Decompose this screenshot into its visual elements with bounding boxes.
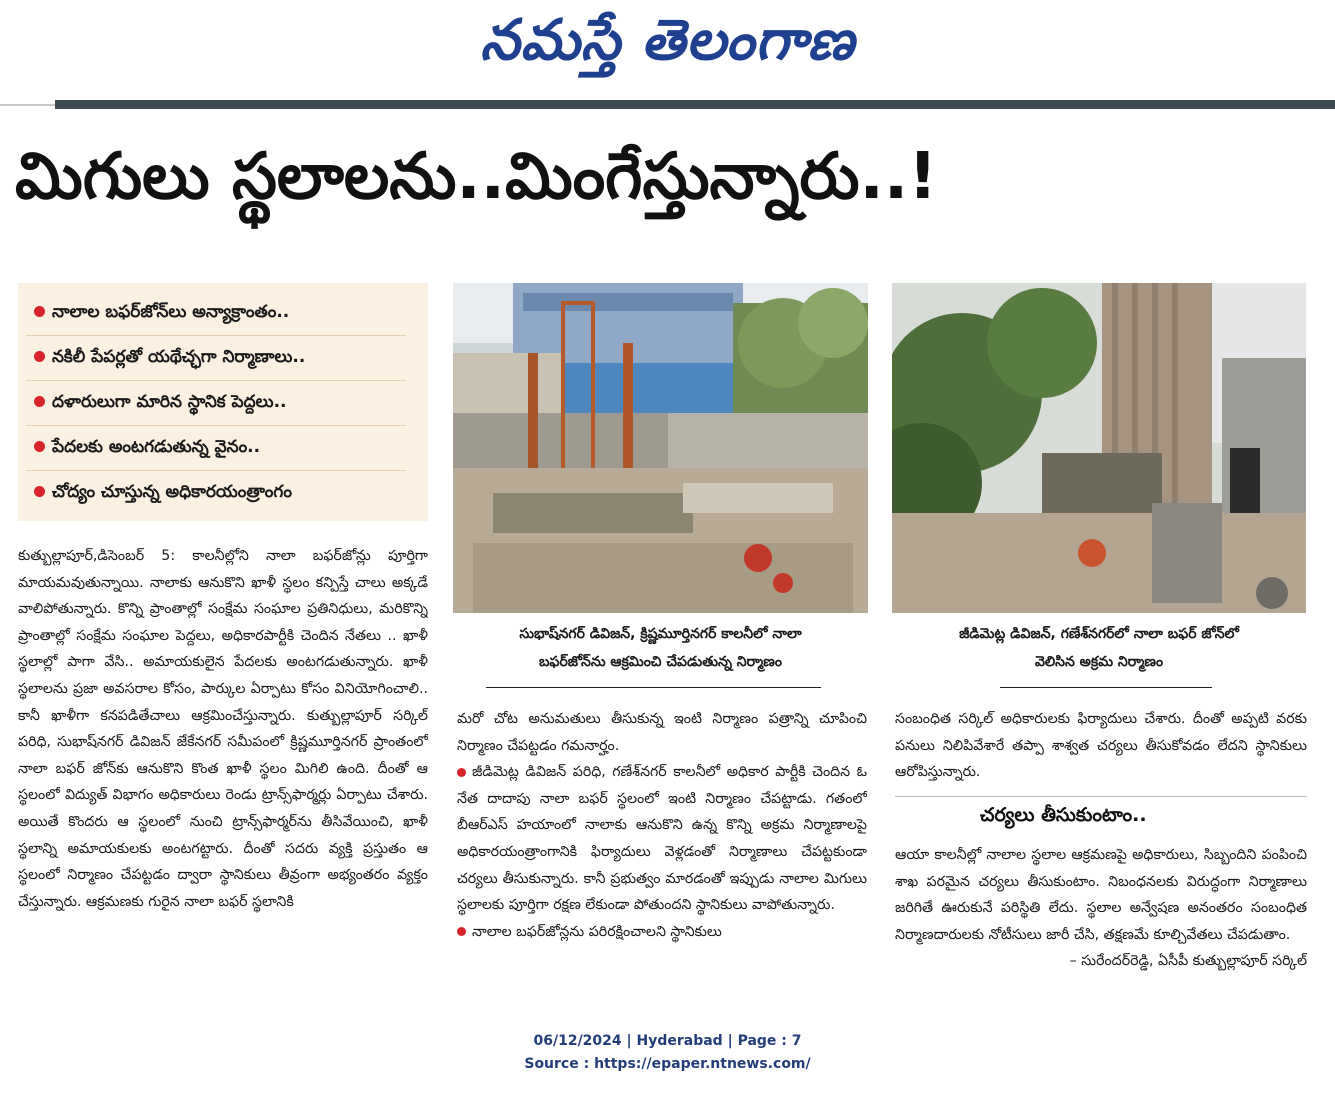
divider [26, 425, 406, 426]
sub-headline: చర్యలు తీసుకుంటాం.. [980, 804, 1147, 826]
construction-photo-left [453, 283, 868, 613]
article-paragraph: మరో చోట అనుమతులు తీసుకున్న ఇంటి నిర్మాణం పత్రాన్ని చూపించి నిర్మాణం చేపట్టడం గమనార్హం. [457, 711, 867, 754]
highlight-text: దళారులుగా మారిన స్థానిక పెద్దలు.. [52, 392, 287, 412]
footer-date-page: 06/12/2024 | Hyderabad | Page : 7 [533, 1033, 802, 1049]
masthead [0, 0, 1335, 100]
divider [895, 796, 1307, 797]
article-paragraph [457, 759, 867, 919]
highlight-text: నాలాల బఫర్‌జోన్‌లు అన్యాక్రాంతం.. [52, 302, 290, 322]
photo-caption-right [892, 620, 1306, 676]
photo-caption-left [453, 620, 868, 676]
article-column-3 [895, 706, 1307, 788]
bullet-icon [34, 396, 45, 407]
newspaper-logo: నమస్తే తెలంగాణ [480, 8, 855, 73]
footer-source: Source : https://epaper.ntnews.com/ [524, 1056, 811, 1072]
bullet-icon [34, 306, 45, 317]
highlight-text: పేదలకు అంటగడుతున్న వైనం.. [52, 437, 261, 457]
article-column-3-quote [895, 842, 1307, 1014]
bullet-icon [34, 486, 45, 497]
bullet-icon [34, 441, 45, 452]
article-paragraph: ఆయా కాలనీల్లో నాలాల స్థలాల ఆక్రమణపై అధికారులు, సిబ్బందిని పంపించి శాఖ పరమైన చర్యలు తీసుకుంటాం. నిబంధనలకు విరుద్ధంగా నిర్మాణాలు జరిగితే ఊరుకునే పరిస్థితి లేదు. స్థలాల అన్వేషణ అనంతరం సంబంధిత నిర్మాణదారులకు నోటీసులు జారీ చేసి, తక్షణమే కూల్చివేతలు చేపడుతాం. [895, 847, 1307, 943]
bullet-icon [457, 768, 466, 777]
highlight-item [26, 428, 270, 466]
paragraph-text: జీడిమెట్ల డివిజన్ పరిధి, గణేశ్‌నగర్ కాలనీలో అధికార పార్టీకి చెందిన ఓ నేత దాదాపు నాలా బఫర్ స్థలంలో ఇంటి నిర్మాణం చేపట్టాడు. గతంలో బీఆర్‌ఎస్ హయాంలో నాలాకు ఆనుకొని ఉన్న కొన్ని అక్రమ నిర్మాణాలపై అధికారయంత్రాంగానికి ఫిర్యాదులు వెళ్లడంతో నిర్మాణాలు చేపట్టకుండా చర్యలు తీసుకున్నారు. కానీ ప్రభుత్వం మారడంతో ఇప్పుడు నాలాల మిగులు స్థలాలకు పూర్తిగా రక్షణ లేకుండా పోతుందని స్థానికులు వాపోతున్నారు. [457, 764, 867, 914]
caption-line: సుభాష్‌నగర్ డివిజన్, క్రిష్ణమూర్తినగర్ కాలనీలో నాలా [519, 626, 802, 642]
masthead-rule-thin [0, 104, 55, 106]
divider [26, 470, 406, 471]
highlight-item [26, 293, 299, 331]
highlight-text: చోద్యం చూస్తున్న అధికారయంత్రాంగం [52, 482, 292, 502]
caption-line: బఫర్‌జోన్‌ను ఆక్రమించి చేపడుతున్న నిర్మాణం [539, 654, 782, 670]
paragraph-text: నాలాల బఫర్‌జోన్లను పరిరక్షించాలని స్థానికులు [472, 923, 722, 940]
caption-line: వెలిసిన అక్రమ నిర్మాణం [1034, 654, 1164, 670]
caption-line: జీడిమెట్ల డివిజన్, గణేశ్‌నగర్‌లో నాలా బఫర్ జోన్‌లో [959, 626, 1239, 642]
divider [26, 380, 406, 381]
article-signature: – సురేందర్‌రెడ్డి, ఏసీపీ కుత్బుల్లాపూర్ సర్కిల్ [1069, 953, 1307, 970]
article-paragraph: సంబంధిత సర్కిల్ అధికారులకు ఫిర్యాదులు చేశారు. దీంతో అప్పటి వరకు పనులు నిలిపివేశారే తప్పా శాశ్వత చర్యలు తీసుకోవడం లేదని స్థానికులు ఆరోపిస్తున్నారు. [895, 711, 1307, 781]
article-column-1 [18, 543, 428, 1013]
caption-rule [1000, 687, 1212, 688]
article-paragraph [457, 919, 867, 946]
highlight-text: నకిలీ పేపర్లతో యథేచ్ఛగా నిర్మాణాలు.. [52, 347, 306, 367]
highlight-item [26, 383, 296, 421]
headline: మిగులు స్థలాలను..మింగేస్తున్నారు..! [15, 140, 938, 214]
article-paragraph: కుత్బుల్లాపూర్,డిసెంబర్ 5: కాలనీల్లోని నాలా బఫర్‌జోన్లు పూర్తిగా మాయమవుతున్నాయి. నాలాకు ఆనుకొని ఖాళీ స్థలం కన్పిస్తే చాలు అక్కడే వాలిపోతున్నారు. కొన్ని ప్రాంతాల్లో సంక్షేమ సంఘాల ప్రతినిధులు, మరికొన్ని ప్రాంతాల్లో సంక్షేమ సంఘాల పెద్దలు, అధికారపార్టీకి చెందిన నేతలు .. ఖాళీ స్థలాల్లో పాగా వేసి.. అమాయకులైన పేదలకు అంటగడుతున్నారు. ఖాళీ స్థలాలను ప్రజా అవసరాల కోసం, పార్కుల ఏర్పాటు కోసం వినియోగించాలి.. కానీ ఖాళీగా కనపడితేచాలు ఆక్రమించేస్తున్నారు. కుత్బుల్లాపూర్ సర్కిల్ పరిధి, సుభాష్‌నగర్ డివిజన్ జేకేనగర్ సమీపంలో క్రిష్ణమూర్తినగర్ ప్రాంతంలో నాలా బఫర్ జోన్‌కు ఆనుకొని కొంత ఖాళీ స్థలం మిగిలి ఉంది. దీంతో ఆ స్థలంలో విద్యుత్ విభాగం అధికారులు రెండు ట్రాన్స్‌ఫార్మర్లు ఏర్పాటు చేశారు. అయితే కొందరు ఆ స్థలంలో నుంచి ట్రాన్స్‌ఫార్మర్‌ను తీసివేయించి, ఖాళీ స్థలాన్ని అమాయకులకు అంటగట్టారు. దీంతో సదరు వ్యక్తి ప్రస్తుతం ఆ స్థలంలో నిర్మాణం చేపట్టడం ద్వారా స్థానికులు తీవ్రంగా అభ్యంతరం వ్యక్తం చేస్తున్నారు. ఆక్రమణకు గురైన నాలా బఫర్ స్థలానికి [18, 548, 428, 910]
highlights-box [18, 283, 428, 521]
masthead-rule [55, 100, 1335, 109]
bullet-icon [457, 927, 466, 936]
highlight-item [26, 338, 315, 376]
highlight-item [26, 473, 302, 511]
divider [26, 335, 406, 336]
bullet-icon [34, 351, 45, 362]
caption-rule [486, 687, 821, 688]
article-column-2 [457, 706, 867, 1012]
construction-photo-right [892, 283, 1306, 613]
